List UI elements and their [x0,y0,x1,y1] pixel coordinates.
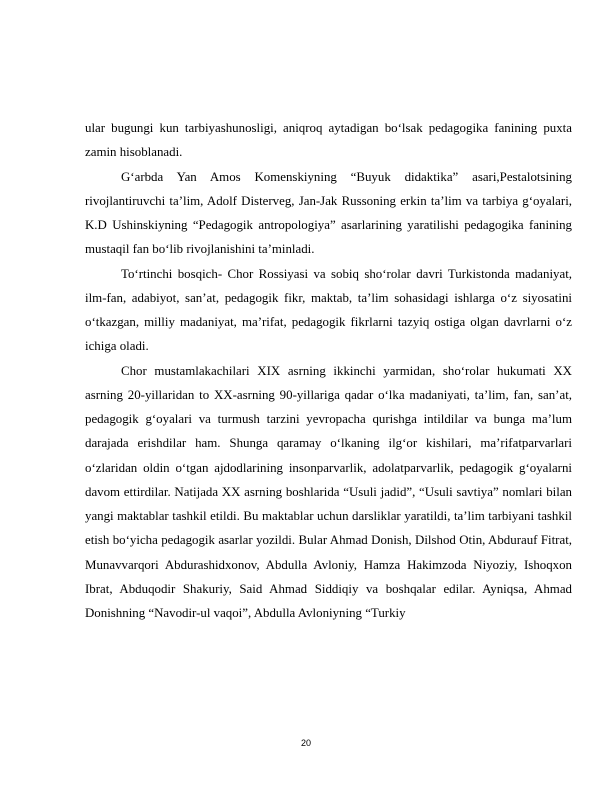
paragraph-western-pedagogy: G‘arbda Yan Amos Komenskiyning “Buyuk didaktika” asari,Pestalotsining rivojlantiruvchi ta’lim, Adolf Disterveg, Jan-Jak Russoning erkin ta’lim va tarbiya g‘oyalari, K.D Ushinskiyning “Pedagogik antropologiya” asarlarining yaratilishi pedagogika fanining mustaqil fan bo‘lib rivojlanishini ta’minladi. [85,169,572,257]
document-body [85,116,572,625]
paragraph-continuation: ular bugungi kun tarbiyashunosligi, aniqroq aytadigan bo‘lsak pedagogika fanining puxta zamin hisoblanadi. [85,121,572,160]
paragraph-fourth-stage: To‘rtinchi bosqich- Chor Rossiyasi va sobiq sho‘rolar davri Turkistonda madaniyat, ilm-fan, adabiyot, san’at, pedagogik fikr, maktab, ta’lim sohasidagi ishlarga o‘z siyosatini o‘tkazgan, milliy madaniyat, ma’rifat, pedagogik fikrlarni tazyiq ostiga olgan davrlarni o‘z ichiga oladi. [85,266,572,354]
paragraph-colonial-period: Chor mustamlakachilari XIX asrning ikkinchi yarmidan, sho‘rolar hukumati XX asrning 20-yillaridan to XX-asrning 90-yillariga qadar o‘lka madaniyati, ta’lim, fan, san’at, pedagogik g‘oyalari va turmush tarzini yevropacha qurishga intildilar va bunga ma’lum darajada erishdilar ham. Shunga qaramay o‘lkaning ilg‘or kishilari, ma’rifatparvarlari o‘zlaridan oldin o‘tgan ajdodlarining insonparvarlik, adolatparvarlik, pedagogik g‘oyalarni davom ettirdilar. Natijada XX asrning boshlarida “Usuli jadid”, “Usuli savtiya” nomlari bilan yangi maktablar tashkil etildi. Bu maktablar uchun darsliklar yaratildi, ta’lim tarbiyani tashkil etish bo‘yicha pedagogik asarlar yozildi. Bular Ahmad Donish, Dilshod Otin, Abdurauf Fitrat, Munavvarqori Abdurashidxonov, Abdulla Avloniy, Hamza Hakimzoda Niyoziy, Ishoqxon Ibrat, Abduqodir Shakuriy, Said Ahmad Siddiqiy va boshqalar edilar. Ayniqsa, Ahmad Donishning “Navodir-ul vaqoi”, Abdulla Avloniyning “Turkiy [85,363,572,620]
page-number: 20 [300,738,311,748]
